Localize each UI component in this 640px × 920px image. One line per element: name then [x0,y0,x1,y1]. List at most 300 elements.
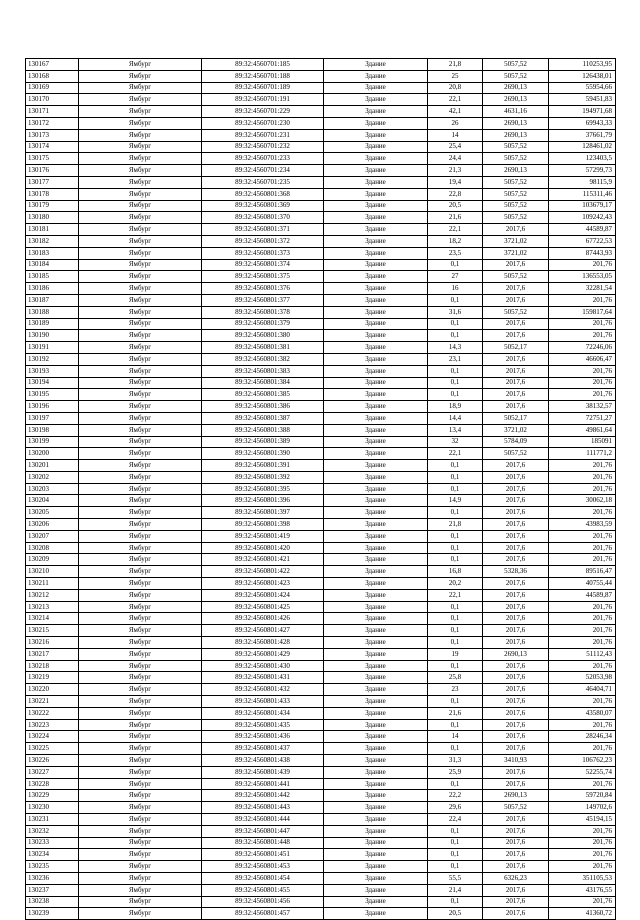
settlement-name: Ямбург [79,235,202,247]
object-type: Здание [324,247,428,259]
table-row [26,471,616,483]
object-type: Здание [324,719,428,731]
row-number: 130204 [26,495,79,507]
cadastral-number: 89:32:4560801:438 [202,755,324,767]
cadastral-number: 89:32:4560801:457 [202,908,324,920]
row-number: 130185 [26,271,79,283]
cadastral-number: 89:32:4560801:377 [202,294,324,306]
settlement-name: Ямбург [79,401,202,413]
row-number: 130224 [26,731,79,743]
settlement-name: Ямбург [79,165,202,177]
row-number: 130212 [26,589,79,601]
unit-rate: 2017,6 [483,672,549,684]
area-value: 31,6 [428,306,483,318]
cadastral-value: 201,76 [549,259,616,271]
unit-rate: 5052,17 [483,412,549,424]
table-row [26,188,616,200]
object-type: Здание [324,188,428,200]
row-number: 130203 [26,483,79,495]
table-row [26,365,616,377]
cadastral-number: 89:32:4560701:235 [202,176,324,188]
settlement-name: Ямбург [79,896,202,908]
cadastral-number: 89:32:4560801:448 [202,837,324,849]
cadastral-number: 89:32:4560701:232 [202,141,324,153]
cadastral-number: 89:32:4560801:396 [202,495,324,507]
cadastral-number: 89:32:4560801:397 [202,507,324,519]
object-type: Здание [324,625,428,637]
object-type: Здание [324,743,428,755]
row-number: 130213 [26,601,79,613]
settlement-name: Ямбург [79,778,202,790]
settlement-name: Ямбург [79,247,202,259]
table-row [26,589,616,601]
row-number: 130174 [26,141,79,153]
row-number: 130195 [26,389,79,401]
area-value: 0,1 [428,554,483,566]
cadastral-value: 72751,27 [549,412,616,424]
cadastral-number: 89:32:4560801:421 [202,554,324,566]
cadastral-number: 89:32:4560801:391 [202,460,324,472]
table-row [26,625,616,637]
unit-rate: 2017,6 [483,294,549,306]
unit-rate: 2017,6 [483,660,549,672]
table-row [26,672,616,684]
object-type: Здание [324,165,428,177]
area-value: 27 [428,271,483,283]
settlement-name: Ямбург [79,460,202,472]
row-number: 130228 [26,778,79,790]
settlement-name: Ямбург [79,483,202,495]
cadastral-number: 89:32:4560801:389 [202,436,324,448]
area-value: 31,3 [428,755,483,767]
cadastral-value: 115311,46 [549,188,616,200]
settlement-name: Ямбург [79,814,202,826]
unit-rate: 2690,13 [483,648,549,660]
settlement-name: Ямбург [79,731,202,743]
settlement-name: Ямбург [79,353,202,365]
cadastral-number: 89:32:4560801:428 [202,637,324,649]
unit-rate: 3410,93 [483,755,549,767]
cadastral-value: 40755,44 [549,578,616,590]
table-row [26,802,616,814]
unit-rate: 2017,6 [483,353,549,365]
unit-rate: 5057,52 [483,188,549,200]
cadastral-value: 106762,23 [549,755,616,767]
row-number: 130196 [26,401,79,413]
settlement-name: Ямбург [79,519,202,531]
unit-rate: 2690,13 [483,117,549,129]
area-value: 22,8 [428,188,483,200]
row-number: 130181 [26,224,79,236]
cadastral-number: 89:32:4560801:422 [202,566,324,578]
row-number: 130176 [26,165,79,177]
settlement-name: Ямбург [79,424,202,436]
object-type: Здание [324,542,428,554]
unit-rate: 4631,16 [483,106,549,118]
table-row [26,224,616,236]
table-row [26,460,616,472]
table-row [26,283,616,295]
row-number: 130218 [26,660,79,672]
row-number: 130200 [26,448,79,460]
table-row [26,507,616,519]
area-value: 0,1 [428,365,483,377]
cadastral-number: 89:32:4560801:423 [202,578,324,590]
cadastral-number: 89:32:4560801:384 [202,377,324,389]
area-value: 20,5 [428,908,483,920]
area-value: 22,4 [428,814,483,826]
area-value: 14 [428,129,483,141]
cadastral-value: 201,76 [549,660,616,672]
table-row [26,141,616,153]
object-type: Здание [324,106,428,118]
table-row [26,719,616,731]
object-type: Здание [324,578,428,590]
unit-rate: 2017,6 [483,896,549,908]
cadastral-value: 201,76 [549,601,616,613]
unit-rate: 2017,6 [483,589,549,601]
table-row [26,778,616,790]
cadastral-value: 185091 [549,436,616,448]
object-type: Здание [324,259,428,271]
area-value: 0,1 [428,660,483,672]
row-number: 130207 [26,530,79,542]
unit-rate: 2017,6 [483,495,549,507]
table-row [26,896,616,908]
settlement-name: Ямбург [79,389,202,401]
unit-rate: 5057,52 [483,306,549,318]
object-type: Здание [324,401,428,413]
settlement-name: Ямбург [79,271,202,283]
area-value: 16,8 [428,566,483,578]
cadastral-value: 201,76 [549,837,616,849]
unit-rate: 5057,52 [483,176,549,188]
area-value: 18,2 [428,235,483,247]
row-number: 130211 [26,578,79,590]
area-value: 21,3 [428,165,483,177]
row-number: 130178 [26,188,79,200]
object-type: Здание [324,530,428,542]
object-type: Здание [324,672,428,684]
table-row [26,495,616,507]
unit-rate: 5057,52 [483,141,549,153]
area-value: 0,1 [428,530,483,542]
row-number: 130206 [26,519,79,531]
cadastral-value: 43983,59 [549,519,616,531]
cadastral-number: 89:32:4560801:374 [202,259,324,271]
table-row [26,814,616,826]
area-value: 22,1 [428,589,483,601]
unit-rate: 2017,6 [483,542,549,554]
unit-rate: 2017,6 [483,637,549,649]
settlement-name: Ямбург [79,837,202,849]
object-type: Здание [324,141,428,153]
unit-rate: 3721,02 [483,235,549,247]
unit-rate: 2017,6 [483,530,549,542]
row-number: 130198 [26,424,79,436]
cadastral-number: 89:32:4560801:383 [202,365,324,377]
row-number: 130199 [26,436,79,448]
table-row [26,743,616,755]
object-type: Здание [324,377,428,389]
area-value: 22,1 [428,94,483,106]
row-number: 130214 [26,613,79,625]
area-value: 42,1 [428,106,483,118]
cadastral-number: 89:32:4560801:439 [202,766,324,778]
settlement-name: Ямбург [79,684,202,696]
object-type: Здание [324,212,428,224]
table-row [26,436,616,448]
cadastral-value: 136553,05 [549,271,616,283]
settlement-name: Ямбург [79,70,202,82]
area-value: 25,4 [428,141,483,153]
row-number: 130220 [26,684,79,696]
table-row [26,861,616,873]
unit-rate: 2017,6 [483,318,549,330]
object-type: Здание [324,353,428,365]
area-value: 14 [428,731,483,743]
settlement-name: Ямбург [79,377,202,389]
area-value: 24,4 [428,153,483,165]
cadastral-number: 89:32:4560801:419 [202,530,324,542]
area-value: 21,6 [428,707,483,719]
row-number: 130222 [26,707,79,719]
area-value: 23,5 [428,247,483,259]
unit-rate: 2017,6 [483,825,549,837]
area-value: 0,1 [428,259,483,271]
object-type: Здание [324,554,428,566]
unit-rate: 2017,6 [483,377,549,389]
area-value: 25,9 [428,766,483,778]
settlement-name: Ямбург [79,117,202,129]
object-type: Здание [324,696,428,708]
area-value: 20,8 [428,82,483,94]
table-row [26,153,616,165]
settlement-name: Ямбург [79,471,202,483]
settlement-name: Ямбург [79,59,202,71]
cadastral-number: 89:32:4560801:433 [202,696,324,708]
unit-rate: 2017,6 [483,719,549,731]
table-row [26,82,616,94]
settlement-name: Ямбург [79,566,202,578]
unit-rate: 2690,13 [483,129,549,141]
cadastral-value: 149702,6 [549,802,616,814]
settlement-name: Ямбург [79,283,202,295]
settlement-name: Ямбург [79,318,202,330]
row-number: 130221 [26,696,79,708]
settlement-name: Ямбург [79,672,202,684]
cadastral-value: 201,76 [549,743,616,755]
cadastral-value: 159817,64 [549,306,616,318]
cadastral-number: 89:32:4560801:395 [202,483,324,495]
cadastral-value: 201,76 [549,696,616,708]
cadastral-number: 89:32:4560701:188 [202,70,324,82]
unit-rate: 5057,52 [483,153,549,165]
settlement-name: Ямбург [79,448,202,460]
row-number: 130175 [26,153,79,165]
row-number: 130170 [26,94,79,106]
cadastral-value: 46606,47 [549,353,616,365]
cadastral-number: 89:32:4560801:379 [202,318,324,330]
row-number: 130234 [26,849,79,861]
row-number: 130187 [26,294,79,306]
cadastral-value: 41360,72 [549,908,616,920]
cadastral-number: 89:32:4560801:372 [202,235,324,247]
settlement-name: Ямбург [79,908,202,920]
object-type: Здание [324,637,428,649]
row-number: 130210 [26,566,79,578]
settlement-name: Ямбург [79,412,202,424]
object-type: Здание [324,342,428,354]
cadastral-value: 46404,71 [549,684,616,696]
cadastral-number: 89:32:4560801:376 [202,283,324,295]
cadastral-value: 57299,73 [549,165,616,177]
row-number: 130173 [26,129,79,141]
object-type: Здание [324,153,428,165]
area-value: 0,1 [428,460,483,472]
settlement-name: Ямбург [79,212,202,224]
unit-rate: 2017,6 [483,601,549,613]
settlement-name: Ямбург [79,802,202,814]
area-value: 21,8 [428,59,483,71]
area-value: 0,1 [428,861,483,873]
settlement-name: Ямбург [79,507,202,519]
area-value: 22,1 [428,448,483,460]
row-number: 130186 [26,283,79,295]
cadastral-number: 89:32:4560801:369 [202,200,324,212]
cadastral-number: 89:32:4560701:231 [202,129,324,141]
row-number: 130238 [26,896,79,908]
row-number: 130192 [26,353,79,365]
settlement-name: Ямбург [79,129,202,141]
cadastral-value: 201,76 [549,861,616,873]
row-number: 130179 [26,200,79,212]
object-type: Здание [324,224,428,236]
settlement-name: Ямбург [79,176,202,188]
row-number: 130239 [26,908,79,920]
object-type: Здание [324,176,428,188]
cadastral-number: 89:32:4560801:447 [202,825,324,837]
cadastral-value: 201,76 [549,471,616,483]
settlement-name: Ямбург [79,365,202,377]
object-type: Здание [324,872,428,884]
area-value: 23,1 [428,353,483,365]
cadastral-number: 89:32:4560801:442 [202,790,324,802]
object-type: Здание [324,613,428,625]
settlement-name: Ямбург [79,542,202,554]
settlement-name: Ямбург [79,660,202,672]
area-value: 0,1 [428,601,483,613]
settlement-name: Ямбург [79,696,202,708]
row-number: 130169 [26,82,79,94]
object-type: Здание [324,283,428,295]
area-value: 0,1 [428,471,483,483]
cadastral-value: 52255,74 [549,766,616,778]
object-type: Здание [324,648,428,660]
row-number: 130177 [26,176,79,188]
cadastral-number: 89:32:4560801:435 [202,719,324,731]
table-row [26,660,616,672]
area-value: 0,1 [428,778,483,790]
row-number: 130236 [26,872,79,884]
cadastral-value: 201,76 [549,530,616,542]
row-number: 130193 [26,365,79,377]
settlement-name: Ямбург [79,648,202,660]
table-row [26,389,616,401]
cadastral-number: 89:32:4560801:381 [202,342,324,354]
area-value: 0,1 [428,743,483,755]
row-number: 130219 [26,672,79,684]
table-body [26,59,616,920]
object-type: Здание [324,660,428,672]
cadastral-number: 89:32:4560701:191 [202,94,324,106]
cadastral-value: 28246,34 [549,731,616,743]
cadastral-value: 128461,02 [549,141,616,153]
settlement-name: Ямбург [79,719,202,731]
table-row [26,70,616,82]
cadastral-value: 201,76 [549,625,616,637]
cadastral-value: 201,76 [549,330,616,342]
table-row [26,330,616,342]
unit-rate: 3721,02 [483,424,549,436]
table-row [26,342,616,354]
table-row [26,117,616,129]
unit-rate: 2017,6 [483,483,549,495]
table-row [26,247,616,259]
area-value: 19,4 [428,176,483,188]
unit-rate: 2017,6 [483,884,549,896]
settlement-name: Ямбург [79,707,202,719]
row-number: 130202 [26,471,79,483]
object-type: Здание [324,731,428,743]
row-number: 130208 [26,542,79,554]
object-type: Здание [324,755,428,767]
table-row [26,849,616,861]
object-type: Здание [324,471,428,483]
unit-rate: 5057,52 [483,271,549,283]
row-number: 130168 [26,70,79,82]
table-row [26,696,616,708]
cadastral-number: 89:32:4560701:233 [202,153,324,165]
settlement-name: Ямбург [79,578,202,590]
row-number: 130167 [26,59,79,71]
settlement-name: Ямбург [79,637,202,649]
cadastral-number: 89:32:4560801:431 [202,672,324,684]
object-type: Здание [324,837,428,849]
object-type: Здание [324,424,428,436]
cadastral-value: 52053,98 [549,672,616,684]
unit-rate: 2017,6 [483,389,549,401]
object-type: Здание [324,460,428,472]
table-row [26,483,616,495]
cadastral-number: 89:32:4560801:436 [202,731,324,743]
cadastral-number: 89:32:4560801:454 [202,872,324,884]
cadastral-value: 201,76 [549,896,616,908]
settlement-name: Ямбург [79,294,202,306]
cadastral-value: 201,76 [549,637,616,649]
area-value: 14,3 [428,342,483,354]
settlement-name: Ямбург [79,625,202,637]
area-value: 0,1 [428,637,483,649]
unit-rate: 2017,6 [483,778,549,790]
table-row [26,259,616,271]
cadastral-number: 89:32:4560701:234 [202,165,324,177]
row-number: 130215 [26,625,79,637]
row-number: 130201 [26,460,79,472]
settlement-name: Ямбург [79,589,202,601]
area-value: 0,1 [428,318,483,330]
cadastral-number: 89:32:4560801:398 [202,519,324,531]
